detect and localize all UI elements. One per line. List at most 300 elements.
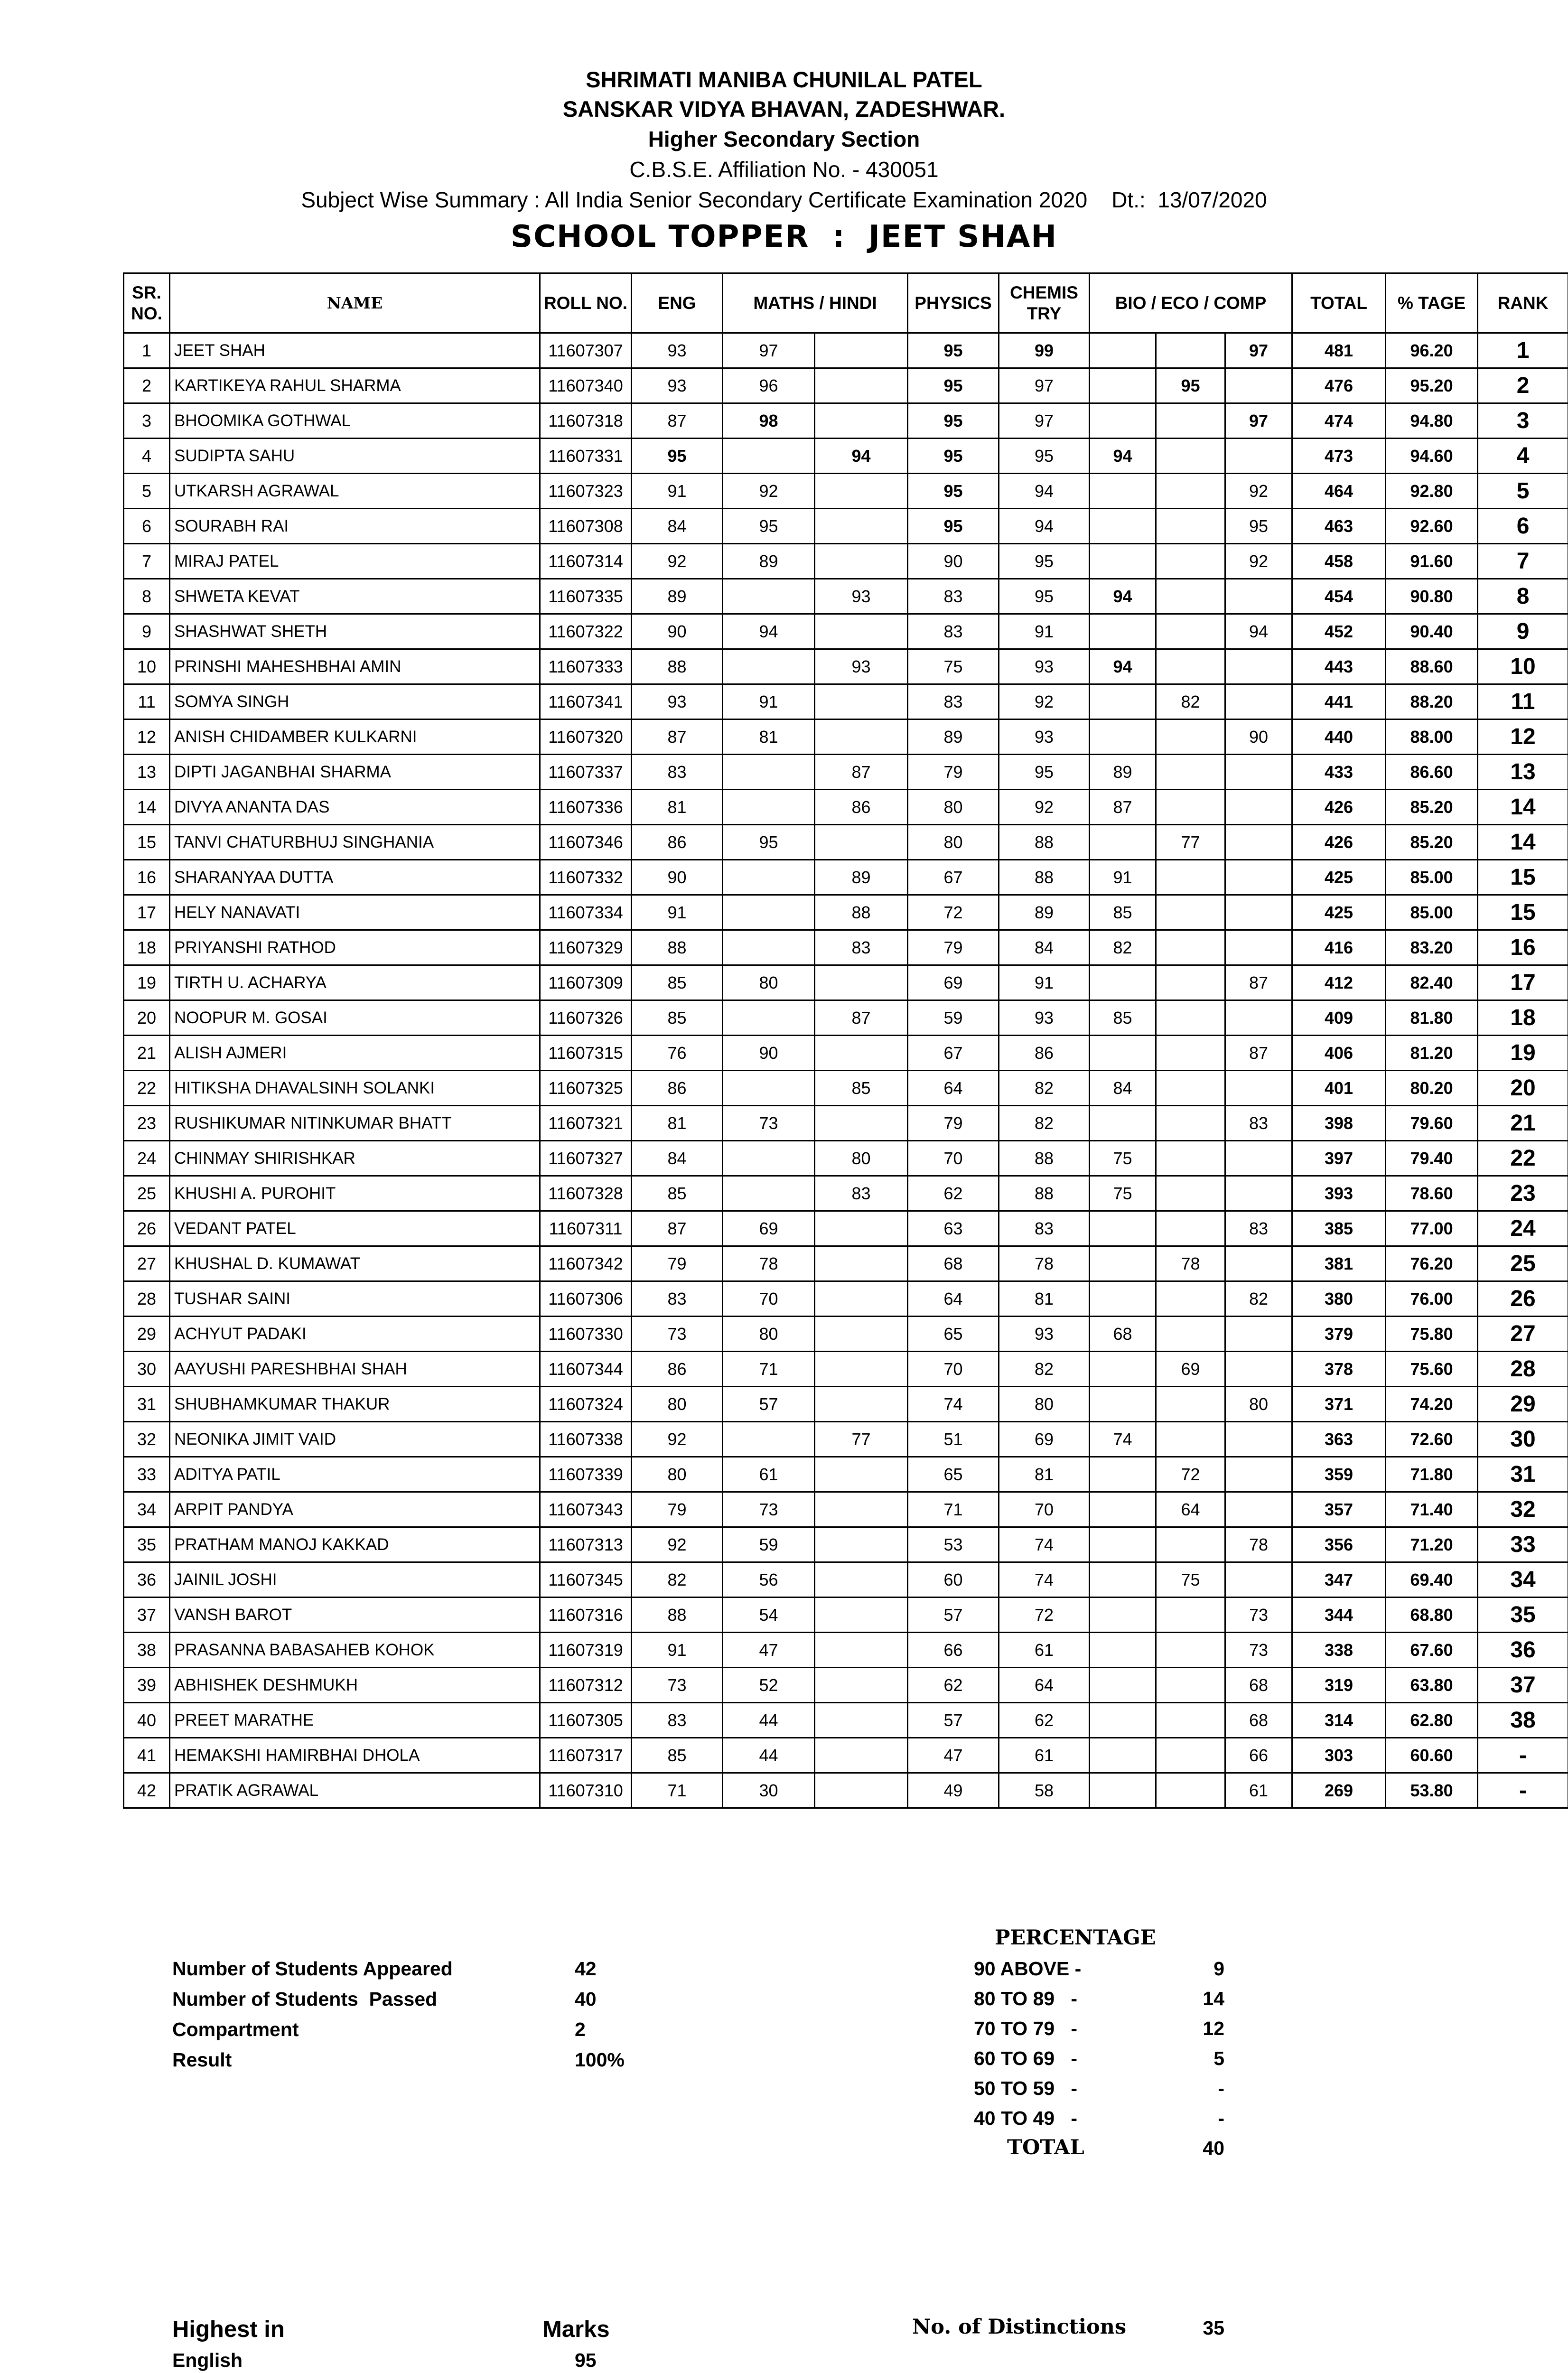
cell-biology: 94 (1090, 649, 1156, 684)
table-row (124, 1492, 1568, 1527)
header-total: TOTAL (1292, 273, 1386, 333)
cell-rank: 18 (1478, 1000, 1568, 1036)
cell-total: 371 (1292, 1387, 1386, 1422)
cell-roll-no: 11607306 (540, 1281, 632, 1317)
header-bio-eco-comp: BIO / ECO / COMP (1090, 273, 1292, 333)
cell-eng: 89 (632, 579, 723, 614)
cell-computer (1225, 1141, 1292, 1176)
cell-sr-no: 15 (124, 825, 170, 860)
cell-eng: 86 (632, 1352, 723, 1387)
cell-rank: 7 (1478, 544, 1568, 579)
cell-computer (1225, 1492, 1292, 1527)
cell-hindi: 86 (815, 790, 908, 825)
cell-hindi: 80 (815, 1141, 908, 1176)
cell-sr-no: 16 (124, 860, 170, 895)
cell-name: ACHYUT PADAKI (170, 1317, 540, 1352)
table-row (124, 1000, 1568, 1036)
cell-roll-no: 11607310 (540, 1773, 632, 1808)
cell-percentage: 63.80 (1386, 1668, 1478, 1703)
cell-eng: 84 (632, 1141, 723, 1176)
cell-name: PRATHAM MANOJ KAKKAD (170, 1527, 540, 1562)
cell-physics: 80 (908, 825, 999, 860)
cell-physics: 74 (908, 1387, 999, 1422)
cell-eng: 92 (632, 1422, 723, 1457)
cell-physics: 72 (908, 895, 999, 930)
cell-maths: 71 (723, 1352, 815, 1387)
cell-biology (1090, 614, 1156, 649)
cell-biology (1090, 1281, 1156, 1317)
cell-name: MIRAJ PATEL (170, 544, 540, 579)
cell-total: 426 (1292, 825, 1386, 860)
cell-roll-no: 11607307 (540, 333, 632, 368)
cell-chemistry: 88 (999, 860, 1090, 895)
table-row (124, 684, 1568, 719)
cell-economics (1156, 1633, 1225, 1668)
cell-hindi (815, 965, 908, 1000)
cell-hindi (815, 1668, 908, 1703)
cell-name: SHUBHAMKUMAR THAKUR (170, 1387, 540, 1422)
cell-chemistry: 82 (999, 1106, 1090, 1141)
cell-economics (1156, 755, 1225, 790)
cell-physics: 49 (908, 1773, 999, 1808)
cell-economics (1156, 1281, 1225, 1317)
cell-hindi: 87 (815, 1000, 908, 1036)
cell-maths: 97 (723, 333, 815, 368)
cell-economics: 95 (1156, 368, 1225, 403)
cell-biology: 94 (1090, 579, 1156, 614)
cell-chemistry: 95 (999, 439, 1090, 474)
table-row (124, 1176, 1568, 1211)
table-row (124, 333, 1568, 368)
cell-chemistry: 95 (999, 755, 1090, 790)
cell-eng: 79 (632, 1492, 723, 1527)
cell-sr-no: 25 (124, 1176, 170, 1211)
cell-biology (1090, 403, 1156, 439)
cell-economics (1156, 719, 1225, 755)
cell-economics (1156, 474, 1225, 509)
cell-physics: 83 (908, 684, 999, 719)
cell-physics: 83 (908, 614, 999, 649)
cell-hindi (815, 1703, 908, 1738)
results-table (123, 272, 1568, 1809)
cell-total: 463 (1292, 509, 1386, 544)
cell-eng: 91 (632, 895, 723, 930)
cell-economics (1156, 544, 1225, 579)
cell-hindi (815, 509, 908, 544)
percentage-range-label: 80 TO 89 - (974, 1988, 1078, 2009)
cell-physics: 47 (908, 1738, 999, 1773)
table-row (124, 1281, 1568, 1317)
cell-hindi (815, 1106, 908, 1141)
summary-value: 100% (575, 2049, 625, 2071)
cell-roll-no: 11607309 (540, 965, 632, 1000)
cell-eng: 88 (632, 930, 723, 965)
cell-biology: 89 (1090, 755, 1156, 790)
cell-name: PRIYANSHI RATHOD (170, 930, 540, 965)
cell-computer (1225, 439, 1292, 474)
cell-hindi (815, 719, 908, 755)
cell-rank: 14 (1478, 790, 1568, 825)
cell-eng: 73 (632, 1668, 723, 1703)
cell-sr-no: 35 (124, 1527, 170, 1562)
cell-maths: 73 (723, 1106, 815, 1141)
cell-eng: 82 (632, 1562, 723, 1598)
cell-computer (1225, 755, 1292, 790)
cell-sr-no: 10 (124, 649, 170, 684)
cell-name: KHUSHI A. PUROHIT (170, 1176, 540, 1211)
cell-computer (1225, 1562, 1292, 1598)
table-row (124, 1668, 1568, 1703)
cell-hindi (815, 1492, 908, 1527)
cell-rank: 16 (1478, 930, 1568, 965)
cell-physics: 65 (908, 1317, 999, 1352)
cell-maths: 56 (723, 1562, 815, 1598)
cell-name: ALISH AJMERI (170, 1036, 540, 1071)
cell-hindi: 85 (815, 1071, 908, 1106)
table-row (124, 1317, 1568, 1352)
header-chemistry: CHEMIS TRY (999, 273, 1090, 333)
cell-biology: 84 (1090, 1071, 1156, 1106)
cell-total: 425 (1292, 860, 1386, 895)
cell-roll-no: 11607323 (540, 474, 632, 509)
cell-biology (1090, 368, 1156, 403)
cell-computer (1225, 579, 1292, 614)
cell-physics: 95 (908, 474, 999, 509)
cell-name: PRINSHI MAHESHBHAI AMIN (170, 649, 540, 684)
summary-value: 42 (575, 1958, 597, 1980)
summary-label: Result (172, 2049, 232, 2071)
cell-total: 393 (1292, 1176, 1386, 1211)
table-row (124, 860, 1568, 895)
cell-chemistry: 82 (999, 1071, 1090, 1106)
table-row (124, 1387, 1568, 1422)
cell-physics: 79 (908, 755, 999, 790)
cell-maths: 44 (723, 1738, 815, 1773)
table-row (124, 719, 1568, 755)
cell-physics: 64 (908, 1281, 999, 1317)
cell-economics (1156, 649, 1225, 684)
cell-maths (723, 790, 815, 825)
cell-physics: 90 (908, 544, 999, 579)
cell-rank: 37 (1478, 1668, 1568, 1703)
cell-roll-no: 11607311 (540, 1211, 632, 1246)
cell-sr-no: 4 (124, 439, 170, 474)
cell-roll-no: 11607327 (540, 1141, 632, 1176)
cell-biology: 75 (1090, 1141, 1156, 1176)
cell-hindi (815, 1281, 908, 1317)
cell-chemistry: 74 (999, 1527, 1090, 1562)
cell-rank: 2 (1478, 368, 1568, 403)
cell-maths (723, 579, 815, 614)
cell-sr-no: 1 (124, 333, 170, 368)
cell-computer: 97 (1225, 403, 1292, 439)
cell-maths (723, 1071, 815, 1106)
cell-percentage: 68.80 (1386, 1598, 1478, 1633)
cell-chemistry: 92 (999, 684, 1090, 719)
table-row (124, 1141, 1568, 1176)
table-row (124, 1527, 1568, 1562)
cell-roll-no: 11607328 (540, 1176, 632, 1211)
cell-total: 314 (1292, 1703, 1386, 1738)
cell-total: 416 (1292, 930, 1386, 965)
cell-biology (1090, 1246, 1156, 1281)
cell-total: 426 (1292, 790, 1386, 825)
cell-total: 397 (1292, 1141, 1386, 1176)
cell-computer: 97 (1225, 333, 1292, 368)
cell-eng: 92 (632, 544, 723, 579)
cell-roll-no: 11607316 (540, 1598, 632, 1633)
table-row (124, 474, 1568, 509)
cell-economics (1156, 1773, 1225, 1808)
cell-chemistry: 72 (999, 1598, 1090, 1633)
cell-total: 458 (1292, 544, 1386, 579)
cell-hindi (815, 1246, 908, 1281)
cell-physics: 57 (908, 1598, 999, 1633)
cell-rank: 20 (1478, 1071, 1568, 1106)
cell-maths (723, 860, 815, 895)
cell-eng: 83 (632, 755, 723, 790)
cell-maths: 81 (723, 719, 815, 755)
cell-maths (723, 755, 815, 790)
cell-economics (1156, 1317, 1225, 1352)
cell-name: VEDANT PATEL (170, 1211, 540, 1246)
cell-physics: 53 (908, 1527, 999, 1562)
cell-hindi: 87 (815, 755, 908, 790)
cell-chemistry: 88 (999, 1176, 1090, 1211)
cell-total: 476 (1292, 368, 1386, 403)
cell-hindi: 77 (815, 1422, 908, 1457)
cell-percentage: 81.80 (1386, 1000, 1478, 1036)
cell-computer: 68 (1225, 1668, 1292, 1703)
cell-hindi (815, 1387, 908, 1422)
cell-rank: 13 (1478, 755, 1568, 790)
cell-name: DIVYA ANANTA DAS (170, 790, 540, 825)
cell-biology: 91 (1090, 860, 1156, 895)
cell-maths: 69 (723, 1211, 815, 1246)
cell-computer: 87 (1225, 1036, 1292, 1071)
cell-rank: 15 (1478, 860, 1568, 895)
cell-physics: 68 (908, 1246, 999, 1281)
cell-total: 443 (1292, 649, 1386, 684)
cell-biology (1090, 333, 1156, 368)
cell-physics: 66 (908, 1633, 999, 1668)
cell-percentage: 71.20 (1386, 1527, 1478, 1562)
cell-sr-no: 22 (124, 1071, 170, 1106)
cell-economics (1156, 1527, 1225, 1562)
cell-physics: 67 (908, 1036, 999, 1071)
cell-percentage: 67.60 (1386, 1633, 1478, 1668)
cell-eng: 86 (632, 1071, 723, 1106)
cell-computer: 82 (1225, 1281, 1292, 1317)
cell-biology (1090, 509, 1156, 544)
cell-percentage: 75.60 (1386, 1352, 1478, 1387)
cell-physics: 80 (908, 790, 999, 825)
cell-computer (1225, 1352, 1292, 1387)
cell-physics: 70 (908, 1352, 999, 1387)
cell-biology (1090, 1703, 1156, 1738)
cell-physics: 95 (908, 439, 999, 474)
cell-biology (1090, 1492, 1156, 1527)
cell-percentage: 92.80 (1386, 474, 1478, 509)
cell-maths: 90 (723, 1036, 815, 1071)
table-row (124, 1598, 1568, 1633)
cell-hindi (815, 1773, 908, 1808)
cell-sr-no: 34 (124, 1492, 170, 1527)
cell-biology: 68 (1090, 1317, 1156, 1352)
cell-economics: 77 (1156, 825, 1225, 860)
cell-biology: 87 (1090, 790, 1156, 825)
cell-computer (1225, 895, 1292, 930)
cell-computer (1225, 1457, 1292, 1492)
cell-eng: 88 (632, 649, 723, 684)
header-name: NAME (170, 273, 540, 333)
cell-sr-no: 8 (124, 579, 170, 614)
cell-percentage: 86.60 (1386, 755, 1478, 790)
table-row (124, 403, 1568, 439)
cell-computer: 92 (1225, 544, 1292, 579)
cell-maths: 80 (723, 965, 815, 1000)
cell-name: NEONIKA JIMIT VAID (170, 1422, 540, 1457)
cell-sr-no: 5 (124, 474, 170, 509)
cell-name: BHOOMIKA GOTHWAL (170, 403, 540, 439)
affiliation-number: C.B.S.E. Affiliation No. - 430051 (629, 157, 939, 182)
cell-economics (1156, 1211, 1225, 1246)
cell-maths: 73 (723, 1492, 815, 1527)
cell-sr-no: 42 (124, 1773, 170, 1808)
cell-economics: 64 (1156, 1492, 1225, 1527)
cell-eng: 87 (632, 719, 723, 755)
cell-hindi (815, 1738, 908, 1773)
cell-biology (1090, 965, 1156, 1000)
table-row (124, 965, 1568, 1000)
cell-roll-no: 11607321 (540, 1106, 632, 1141)
cell-name: SOMYA SINGH (170, 684, 540, 719)
percentage-range-label: 90 ABOVE - (974, 1958, 1082, 1980)
cell-name: CHINMAY SHIRISHKAR (170, 1141, 540, 1176)
cell-biology (1090, 1668, 1156, 1703)
table-row (124, 544, 1568, 579)
cell-percentage: 78.60 (1386, 1176, 1478, 1211)
cell-biology (1090, 474, 1156, 509)
cell-eng: 93 (632, 368, 723, 403)
table-row (124, 930, 1568, 965)
cell-hindi (815, 1527, 908, 1562)
cell-roll-no: 11607345 (540, 1562, 632, 1598)
cell-computer: 92 (1225, 474, 1292, 509)
cell-eng: 91 (632, 474, 723, 509)
cell-economics (1156, 930, 1225, 965)
cell-sr-no: 27 (124, 1246, 170, 1281)
cell-roll-no: 11607308 (540, 509, 632, 544)
percentage-range-label: 70 TO 79 - (974, 2018, 1078, 2039)
school-name-line2: SANSKAR VIDYA BHAVAN, ZADESHWAR. (562, 96, 1006, 121)
cell-roll-no: 11607325 (540, 1071, 632, 1106)
cell-percentage: 85.00 (1386, 860, 1478, 895)
cell-rank: 14 (1478, 825, 1568, 860)
cell-chemistry: 93 (999, 1000, 1090, 1036)
cell-chemistry: 88 (999, 825, 1090, 860)
cell-hindi (815, 1211, 908, 1246)
cell-economics (1156, 1387, 1225, 1422)
table-row (124, 790, 1568, 825)
cell-hindi (815, 1633, 908, 1668)
cell-computer (1225, 1246, 1292, 1281)
cell-eng: 92 (632, 1527, 723, 1562)
cell-rank: 34 (1478, 1562, 1568, 1598)
cell-hindi (815, 333, 908, 368)
cell-physics: 67 (908, 860, 999, 895)
cell-economics (1156, 579, 1225, 614)
cell-name: JEET SHAH (170, 333, 540, 368)
cell-physics: 51 (908, 1422, 999, 1457)
cell-rank: - (1478, 1773, 1568, 1808)
percentage-range-count: 5 (1213, 2047, 1224, 2069)
cell-biology (1090, 719, 1156, 755)
cell-maths: 54 (723, 1598, 815, 1633)
percentage-range-count: 9 (1213, 1958, 1224, 1980)
table-row (124, 1633, 1568, 1668)
cell-name: HEMAKSHI HAMIRBHAI DHOLA (170, 1738, 540, 1773)
cell-percentage: 88.00 (1386, 719, 1478, 755)
cell-biology (1090, 1598, 1156, 1633)
cell-physics: 60 (908, 1562, 999, 1598)
cell-roll-no: 11607322 (540, 614, 632, 649)
cell-rank: 11 (1478, 684, 1568, 719)
cell-biology (1090, 825, 1156, 860)
cell-hindi: 83 (815, 1176, 908, 1211)
cell-chemistry: 58 (999, 1773, 1090, 1808)
cell-computer: 73 (1225, 1633, 1292, 1668)
cell-rank: 19 (1478, 1036, 1568, 1071)
cell-maths: 98 (723, 403, 815, 439)
cell-rank: 5 (1478, 474, 1568, 509)
division-value: 35 (1203, 2317, 1224, 2339)
cell-roll-no: 11607317 (540, 1738, 632, 1773)
cell-percentage: 85.20 (1386, 825, 1478, 860)
summary-value: 40 (575, 1988, 597, 2010)
marks-heading: Marks (542, 2317, 610, 2342)
cell-name: TUSHAR SAINI (170, 1281, 540, 1317)
cell-rank: 10 (1478, 649, 1568, 684)
cell-name: ABHISHEK DESHMUKH (170, 1668, 540, 1703)
cell-sr-no: 41 (124, 1738, 170, 1773)
cell-roll-no: 11607342 (540, 1246, 632, 1281)
cell-computer (1225, 649, 1292, 684)
results-table-body (124, 333, 1568, 1808)
cell-sr-no: 28 (124, 1281, 170, 1317)
cell-hindi (815, 474, 908, 509)
table-row (124, 1036, 1568, 1071)
cell-biology: 85 (1090, 1000, 1156, 1036)
cell-physics: 95 (908, 403, 999, 439)
cell-name: RUSHIKUMAR NITINKUMAR BHATT (170, 1106, 540, 1141)
cell-economics (1156, 1176, 1225, 1211)
cell-roll-no: 11607331 (540, 439, 632, 474)
cell-computer: 87 (1225, 965, 1292, 1000)
header-rank: RANK (1478, 273, 1568, 333)
cell-maths: 52 (723, 1668, 815, 1703)
cell-total: 425 (1292, 895, 1386, 930)
cell-maths: 59 (723, 1527, 815, 1562)
cell-biology (1090, 1211, 1156, 1246)
cell-percentage: 90.40 (1386, 614, 1478, 649)
cell-roll-no: 11607315 (540, 1036, 632, 1071)
cell-roll-no: 11607330 (540, 1317, 632, 1352)
cell-hindi: 89 (815, 860, 908, 895)
cell-maths: 30 (723, 1773, 815, 1808)
table-row (124, 1352, 1568, 1387)
cell-total: 380 (1292, 1281, 1386, 1317)
